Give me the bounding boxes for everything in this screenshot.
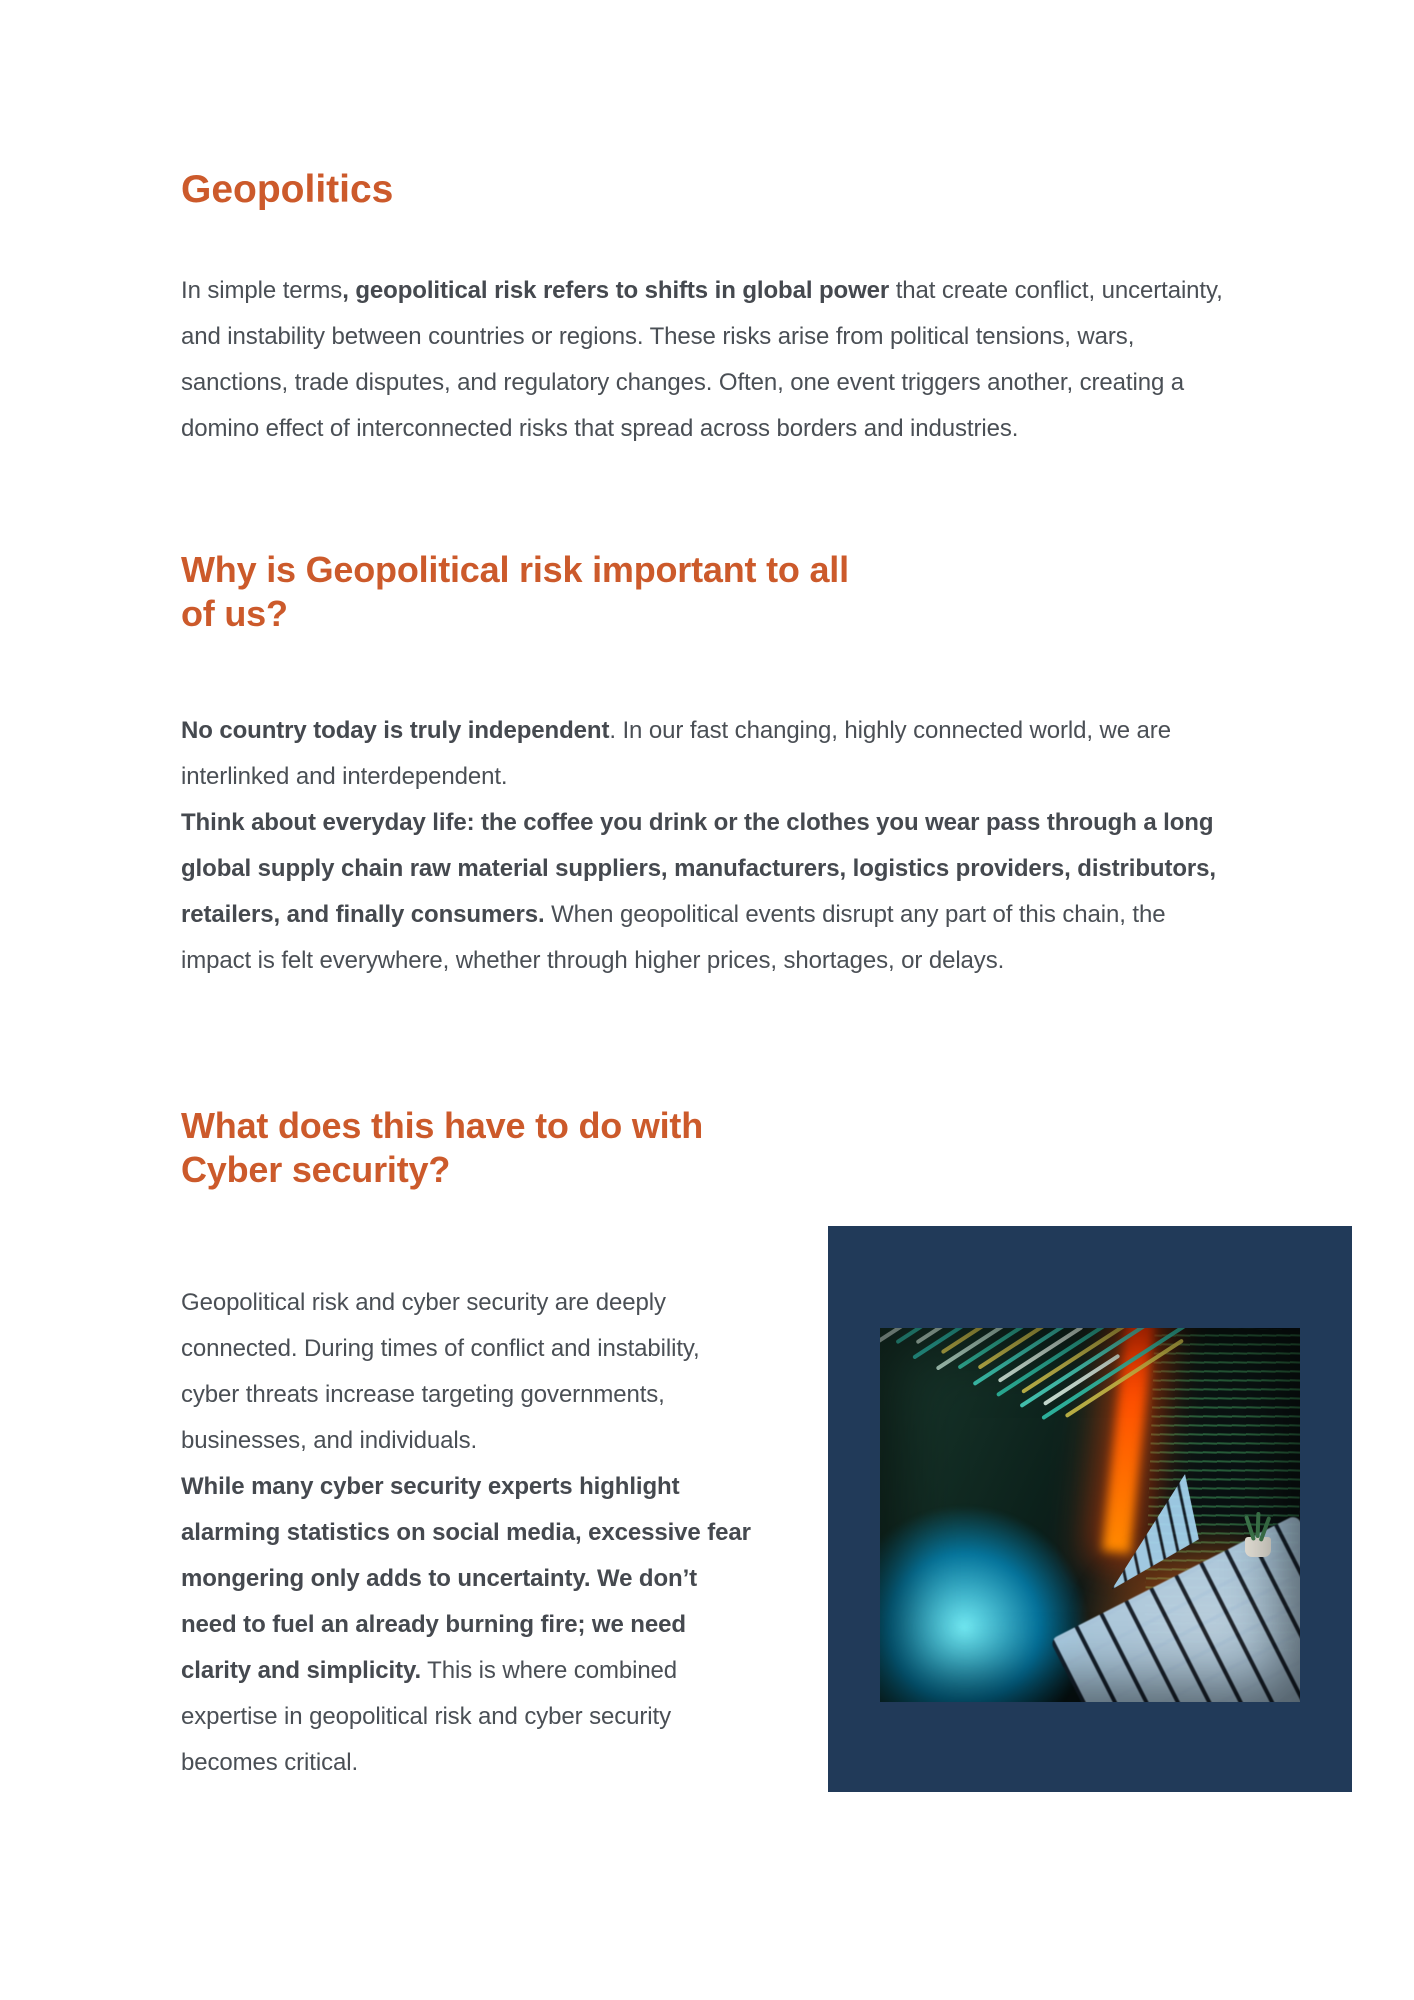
cyber-title-line-2: Cyber security? (181, 1149, 451, 1190)
cyber-run-regular-1: Geopolitical risk and cyber security are deeply connected. During times of conflict and instability, cyber threats increase targeting governments, businesses, and individuals. (181, 1289, 700, 1454)
why-title-line-1: Why is Geopolitical risk important to all (181, 549, 849, 590)
why-title-line-2: of us? (181, 593, 288, 634)
geopolitics-title: Geopolitics (181, 168, 394, 212)
cyber-paragraph (181, 1280, 756, 1786)
why-section-title (181, 548, 849, 636)
cyber-code-photo (880, 1328, 1300, 1702)
intro-run-regular-2: that create conflict, uncertainty, and instability between countries or regions. These risks arise from political tensions, wars, sanctions, trade disputes, and regulatory changes. Often, one event triggers another, creating a domino effect of interconnected risks that spread across borders and industries. (181, 277, 1223, 442)
cyber-image-panel (828, 1226, 1352, 1792)
intro-run-bold: , geopolitical risk refers to shifts in global power (342, 277, 890, 304)
why-run-regular-1: . In our fast changing, highly connected world, we are interlinked and interdependent. (181, 717, 1171, 790)
cyber-run-bold: While many cyber security experts highlight alarming statistics on social media, excessive fear mongering only adds to uncertainty. We don’t need to fuel an already burning fire; we need clarity and simplicity. (181, 1473, 751, 1684)
why-run-regular-2: When geopolitical events disrupt any part of this chain, the impact is felt everywhere, whether through higher prices, shortages, or delays. (181, 901, 1166, 974)
why-paragraph (181, 708, 1241, 984)
intro-run-regular-1: In simple terms (181, 277, 343, 304)
photo-vignette (880, 1328, 1300, 1702)
cyber-run-regular-2: This is where combined expertise in geopolitical risk and cyber security becomes critical. (181, 1657, 678, 1776)
cyber-title-line-1: What does this have to do with (181, 1105, 704, 1146)
why-run-bold-2: Think about everyday life: the coffee you drink or the clothes you wear pass through a long global supply chain raw material suppliers, manufacturers, logistics providers, distributors, retailers, and finally consumers. (181, 809, 1216, 928)
cyber-section-title (181, 1104, 703, 1192)
geopolitics-intro-paragraph (181, 268, 1226, 452)
why-run-bold-1: No country today is truly independent (181, 717, 610, 744)
